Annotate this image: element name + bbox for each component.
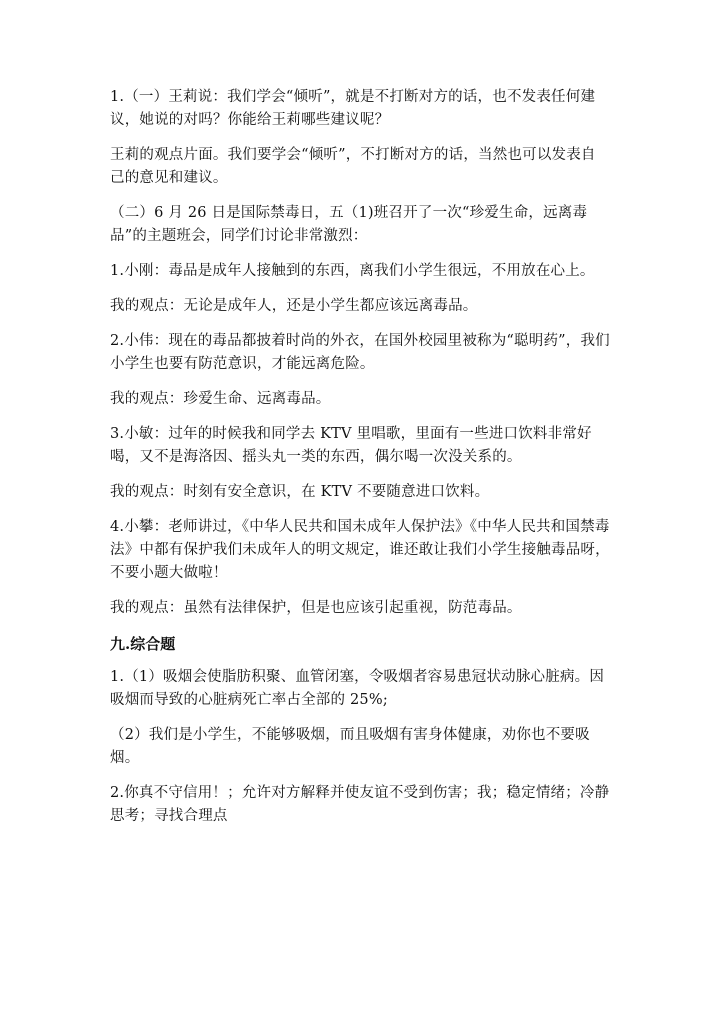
answer-1-part-1: 王莉的观点片面。我们要学会“倾听”，不打断对方的话，当然也可以发表自己的意见和建议。 (110, 147, 596, 186)
opinion-xiaogang: 我的观点：无论是成年人，还是小学生都应该远离毒品。 (110, 298, 478, 314)
statement-xiaomin: 3.小敏：过年的时候我和同学去 KTV 里唱歌，里面有一些进口饮料非常好喝，又不是海洛因、摇头丸一类的东西，偶尔喝一次没关系的。 (110, 426, 592, 465)
comprehensive-answer-1-part-2: （2）我们是小学生，不能够吸烟，而且吸烟有害身体健康，劝你也不要吸烟。 (110, 727, 590, 766)
document-page (110, 86, 610, 840)
statement-xiaopan: 4.小攀：老师讲过，《中华人民共和国未成年人保护法》《中华人民共和国禁毒法》中都有保护我们未成年人的明文规定，谁还敢让我们小学生接触毒品呀，不要小题大做啦！ (110, 519, 610, 581)
comprehensive-answer-1-part-1: 1.（1）吸烟会使脂肪积聚、血管闭塞，令吸烟者容易患冠状动脉心脏病。因吸烟而导致的心脏病死亡率占全部的 25%; (110, 669, 605, 708)
statement-xiaogang: 1.小刚：毒品是成年人接触到的东西，离我们小学生很远，不用放在心上。 (110, 263, 595, 279)
opinion-xiaopan: 我的观点：虽然有法律保护，但是也应该引起重视，防范毒品。 (110, 600, 522, 616)
opinion-xiaomin: 我的观点：时刻有安全意识，在 KTV 不要随意进口饮料。 (110, 484, 490, 500)
comprehensive-answer-2: 2.你真不守信用！；允许对方解释并使友谊不受到伤害；我；稳定情绪；冷静思考；寻找合理点 (110, 785, 610, 824)
section-heading: 九.综合题 (110, 635, 176, 653)
question-1-part-1: 1.（一）王莉说：我们学会“倾听”，就是不打断对方的话，也不发表任何建议，她说的对吗？你能给王莉哪些建议呢？ (110, 89, 596, 128)
question-1-part-2-intro: （二）6 月 26 日是国际禁毒日，五（1)班召开了一次“珍爱生命，远离毒品”的主题班会，同学们讨论非常激烈： (110, 205, 588, 244)
opinion-xiaowei: 我的观点：珍爱生命、远离毒品。 (110, 391, 331, 407)
statement-xiaowei: 2.小伟：现在的毒品都披着时尚的外衣，在国外校园里被称为“聪明药”，我们小学生也要有防范意识，才能远离危险。 (110, 333, 610, 372)
